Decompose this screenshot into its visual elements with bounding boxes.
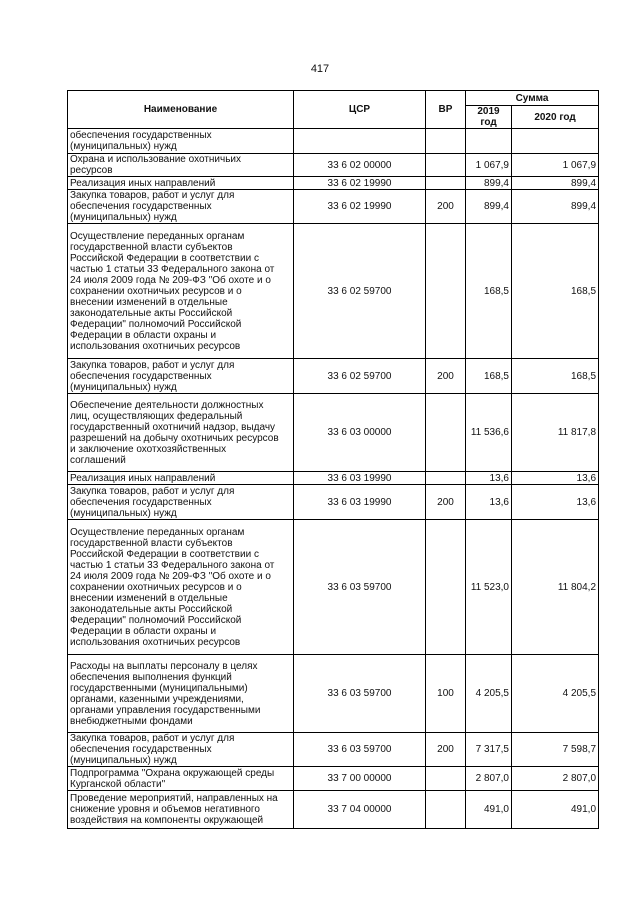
cell-csr: 33 6 02 19990 [294,190,426,224]
cell-2020: 168,5 [512,359,599,394]
cell-2020: 2 807,0 [512,767,599,791]
header-2019: 2019 год [466,106,512,129]
cell-vr [426,224,466,359]
cell-2019: 168,5 [466,224,512,359]
cell-2019: 13,6 [466,472,512,485]
cell-2020: 13,6 [512,485,599,520]
table-row [68,359,599,394]
cell-name: Закупка товаров, работ и услуг для обеспечения государственных (муниципальных) нужд [68,485,294,520]
budget-table [67,90,599,829]
cell-csr: 33 6 03 59700 [294,655,426,733]
cell-csr: 33 6 02 59700 [294,224,426,359]
cell-vr: 200 [426,485,466,520]
cell-name: Охрана и использование охотничьих ресурсов [68,154,294,177]
table-header [68,91,599,129]
cell-2020: 899,4 [512,190,599,224]
table-row [68,394,599,472]
cell-2020: 1 067,9 [512,154,599,177]
cell-csr: 33 6 02 00000 [294,154,426,177]
cell-2019: 899,4 [466,177,512,190]
cell-name: Проведение мероприятий, направленных на снижение уровня и объемов негативного воздействия на компоненты окружающей [68,791,294,829]
cell-name: Реализация иных направлений [68,472,294,485]
cell-vr [426,520,466,655]
cell-vr: 200 [426,733,466,767]
cell-name: Закупка товаров, работ и услуг для обеспечения государственных (муниципальных) нужд [68,359,294,394]
cell-vr [426,177,466,190]
table-row [68,129,599,154]
table-row [68,733,599,767]
header-2020: 2020 год [512,106,599,129]
table-row [68,655,599,733]
cell-2020 [512,129,599,154]
cell-csr: 33 6 03 59700 [294,733,426,767]
table-row [68,177,599,190]
cell-2019: 13,6 [466,485,512,520]
cell-vr [426,791,466,829]
cell-csr: 33 6 03 00000 [294,394,426,472]
cell-2019 [466,129,512,154]
header-vr: ВР [426,91,466,129]
cell-2020: 4 205,5 [512,655,599,733]
cell-2019: 899,4 [466,190,512,224]
cell-name: Осуществление переданных органам государственной власти субъектов Российской Федерации в соответствии с частью 1 статьи 33 Федерального закона от 24 июля 2009 года № 209-ФЗ "Об охоте и о сохранении охотничьих ресурсов и о внесении изменений в отдельные законодательные акты Российской Федерации" полномочий Российской Федерации в области охраны и использования охотничьих ресурсов [68,520,294,655]
cell-2019: 2 807,0 [466,767,512,791]
cell-2019: 4 205,5 [466,655,512,733]
cell-2019: 168,5 [466,359,512,394]
cell-name: Реализация иных направлений [68,177,294,190]
cell-vr [426,472,466,485]
cell-csr [294,129,426,154]
page-number: 417 [310,63,330,75]
cell-name: обеспечения государственных (муниципальных) нужд [68,129,294,154]
cell-name: Закупка товаров, работ и услуг для обеспечения государственных (муниципальных) нужд [68,733,294,767]
table-row [68,190,599,224]
table-row [68,767,599,791]
cell-vr [426,767,466,791]
table-row [68,154,599,177]
cell-vr [426,394,466,472]
table-body [68,129,599,829]
cell-2020: 899,4 [512,177,599,190]
cell-csr: 33 6 02 19990 [294,177,426,190]
cell-2020: 13,6 [512,472,599,485]
cell-vr: 100 [426,655,466,733]
cell-name: Подпрограмма "Охрана окружающей среды Курганской области" [68,767,294,791]
cell-name: Расходы на выплаты персоналу в целях обеспечения выполнения функций государственными (муниципальными) органами, казенными учреждениями, органами управления государственными внебюджетными фондами [68,655,294,733]
table-row [68,472,599,485]
cell-csr: 33 7 04 00000 [294,791,426,829]
cell-2019: 11 523,0 [466,520,512,655]
cell-name: Обеспечение деятельности должностных лиц, осуществляющих федеральный государственный охотничий надзор, выдачу разрешений на добычу охотничьих ресурсов и заключение охотхозяйственных соглашений [68,394,294,472]
cell-2020: 11 817,8 [512,394,599,472]
cell-vr: 200 [426,190,466,224]
cell-2020: 11 804,2 [512,520,599,655]
cell-2019: 1 067,9 [466,154,512,177]
cell-csr: 33 6 03 19990 [294,472,426,485]
table-row [68,224,599,359]
header-sum: Сумма [466,91,599,106]
table-row [68,520,599,655]
cell-vr: 200 [426,359,466,394]
cell-name: Осуществление переданных органам государственной власти субъектов Российской Федерации в соответствии с частью 1 статьи 33 Федерального закона от 24 июля 2009 года № 209-ФЗ "Об охоте и о сохранении охотничьих ресурсов и о внесении изменений в отдельные законодательные акты Российской Федерации" полномочий Российской Федерации в области охраны и использования охотничьих ресурсов [68,224,294,359]
cell-2019: 7 317,5 [466,733,512,767]
cell-2020: 168,5 [512,224,599,359]
cell-vr [426,129,466,154]
cell-2019: 11 536,6 [466,394,512,472]
cell-vr [426,154,466,177]
table-row [68,485,599,520]
cell-name: Закупка товаров, работ и услуг для обеспечения государственных (муниципальных) нужд [68,190,294,224]
cell-2020: 7 598,7 [512,733,599,767]
cell-csr: 33 7 00 00000 [294,767,426,791]
header-name: Наименование [68,91,294,129]
cell-csr: 33 6 03 59700 [294,520,426,655]
header-csr: ЦСР [294,91,426,129]
cell-csr: 33 6 02 59700 [294,359,426,394]
cell-2019: 491,0 [466,791,512,829]
cell-csr: 33 6 03 19990 [294,485,426,520]
table-row [68,791,599,829]
cell-2020: 491,0 [512,791,599,829]
